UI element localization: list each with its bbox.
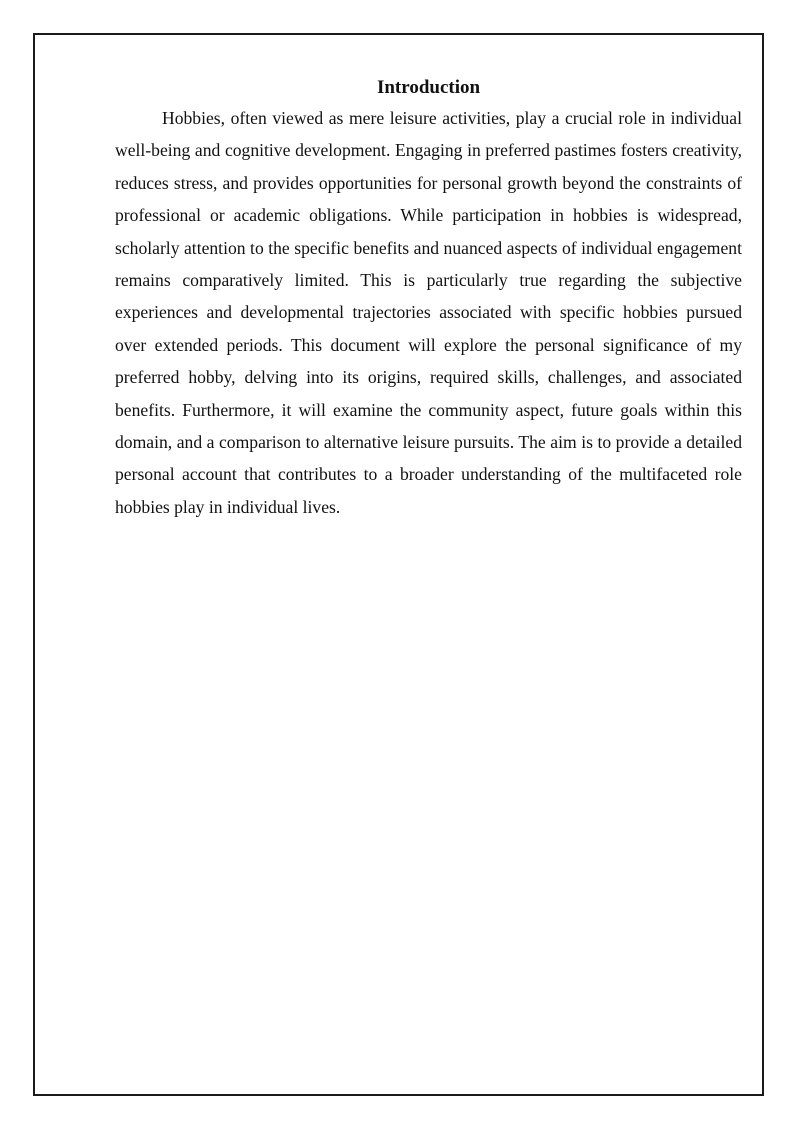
- page-content: [115, 76, 742, 523]
- intro-paragraph: Hobbies, often viewed as mere leisure activities, play a crucial role in individual well-being and cognitive development. Engaging in preferred pastimes fosters creativity, reduces stress, and provides opportunities for personal growth beyond the constraints of professional or academic obligations. While participation in hobbies is widespread, scholarly attention to the specific benefits and nuanced aspects of individual engagement remains comparatively limited. This is particularly true regarding the subjective experiences and developmental trajectories associated with specific hobbies pursued over extended periods. This document will explore the personal significance of my preferred hobby, delving into its origins, required skills, challenges, and associated benefits. Furthermore, it will examine the community aspect, future goals within this domain, and a comparison to alternative leisure pursuits. The aim is to provide a detailed personal account that contributes to a broader understanding of the multifaceted role hobbies play in individual lives.: [115, 108, 742, 517]
- section-heading: Introduction: [376, 77, 481, 98]
